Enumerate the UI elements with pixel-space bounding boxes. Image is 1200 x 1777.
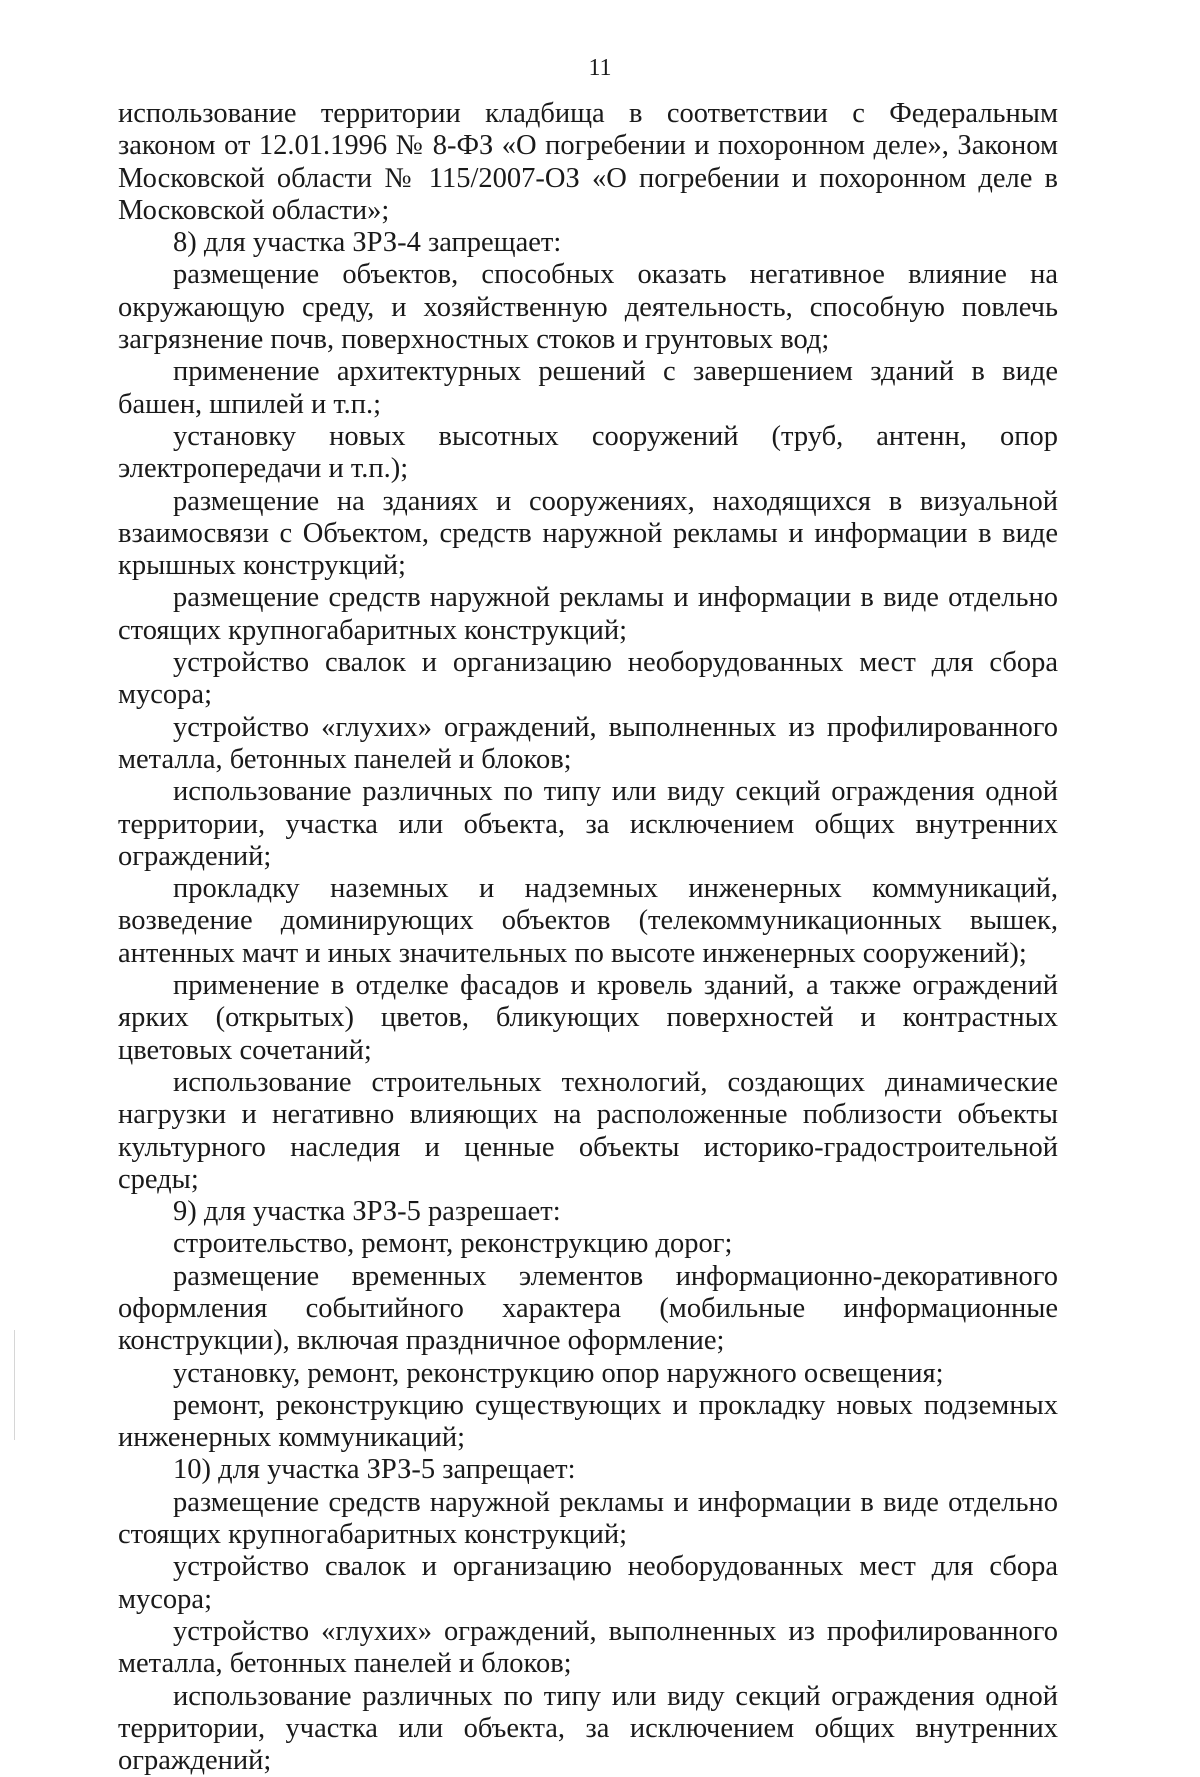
paragraph: устройство «глухих» ограждений, выполненных из профилированного металла, бетонных панелей и блоков;	[118, 711, 1058, 775]
page-number: 11	[588, 55, 612, 81]
paragraph: использование различных по типу или виду секций ограждения одной территории, участка или объекта, за исключением общих внутренних ограждений;	[118, 776, 1058, 872]
paragraph: установку, ремонт, реконструкцию опор наружного освещения;	[173, 1357, 944, 1389]
paragraph: строительство, ремонт, реконструкцию дорог;	[173, 1228, 733, 1260]
paragraph: использование строительных технологий, создающих динамические нагрузки и негативно влияющих на расположенные поблизости объекты культурного наследия и ценные объекты историко-градостроительной среды;	[118, 1066, 1058, 1195]
paragraph: установку новых высотных сооружений (труб, антенн, опор электропередачи и т.п.);	[118, 420, 1058, 485]
paragraph: применение архитектурных решений с завершением зданий в виде башен, шпилей и т.п.;	[118, 356, 1058, 420]
paragraph: размещение средств наружной рекламы и информации в виде отдельно стоящих крупногабаритных конструкций;	[118, 1486, 1058, 1551]
paragraph: ремонт, реконструкцию существующих и прокладку новых подземных инженерных коммуникаций;	[118, 1389, 1058, 1454]
scan-margin-mark	[14, 1330, 15, 1440]
paragraph: устройство свалок и организацию необорудованных мест для сбора мусора;	[118, 1551, 1058, 1615]
paragraph: размещение временных элементов информационно-декоративного оформления событийного характера (мобильные информационные конструкции), включая праздничное оформление;	[118, 1260, 1058, 1357]
paragraph: устройство «глухих» ограждений, выполненных из профилированного металла, бетонных панелей и блоков;	[118, 1615, 1058, 1680]
paragraph: использование территории кладбища в соответствии с Федеральным законом от 12.01.1996 № 8-ФЗ «О погребении и похоронном деле», Законом Московской области № 115/2007-ОЗ «О погребении и похоронном деле в Московской области»;	[118, 98, 1058, 226]
paragraph: использование различных по типу или виду секций ограждения одной территории, участка или объекта, за исключением общих внутренних ограждений;	[118, 1680, 1058, 1777]
paragraph: устройство свалок и организацию необорудованных мест для сбора мусора;	[118, 647, 1058, 711]
document-body	[118, 98, 1058, 1777]
paragraph-heading: 9) для участка ЗРЗ-5 разрешает:	[173, 1196, 561, 1228]
paragraph: размещение объектов, способных оказать негативное влияние на окружающую среду, и хозяйственную деятельность, способную повлечь загрязнение почв, поверхностных стоков и грунтовых вод;	[118, 259, 1058, 356]
paragraph: размещение средств наружной рекламы и информации в виде отдельно стоящих крупногабаритных конструкций;	[118, 582, 1058, 646]
paragraph: размещение на зданиях и сооружениях, находящихся в визуальной взаимосвязи с Объектом, средств наружной рекламы и информации в виде крышных конструкций;	[118, 485, 1058, 582]
paragraph: прокладку наземных и надземных инженерных коммуникаций, возведение доминирующих объектов (телекоммуникационных вышек, антенных мачт и иных значительных по высоте инженерных сооружений);	[118, 873, 1058, 969]
paragraph-heading: 10) для участка ЗРЗ-5 запрещает:	[173, 1454, 576, 1486]
paragraph-heading: 8) для участка ЗРЗ-4 запрещает:	[173, 227, 562, 259]
paragraph: применение в отделке фасадов и кровель зданий, а также ограждений ярких (открытых) цветов, бликующих поверхностей и контрастных цветовых сочетаний;	[118, 970, 1058, 1066]
